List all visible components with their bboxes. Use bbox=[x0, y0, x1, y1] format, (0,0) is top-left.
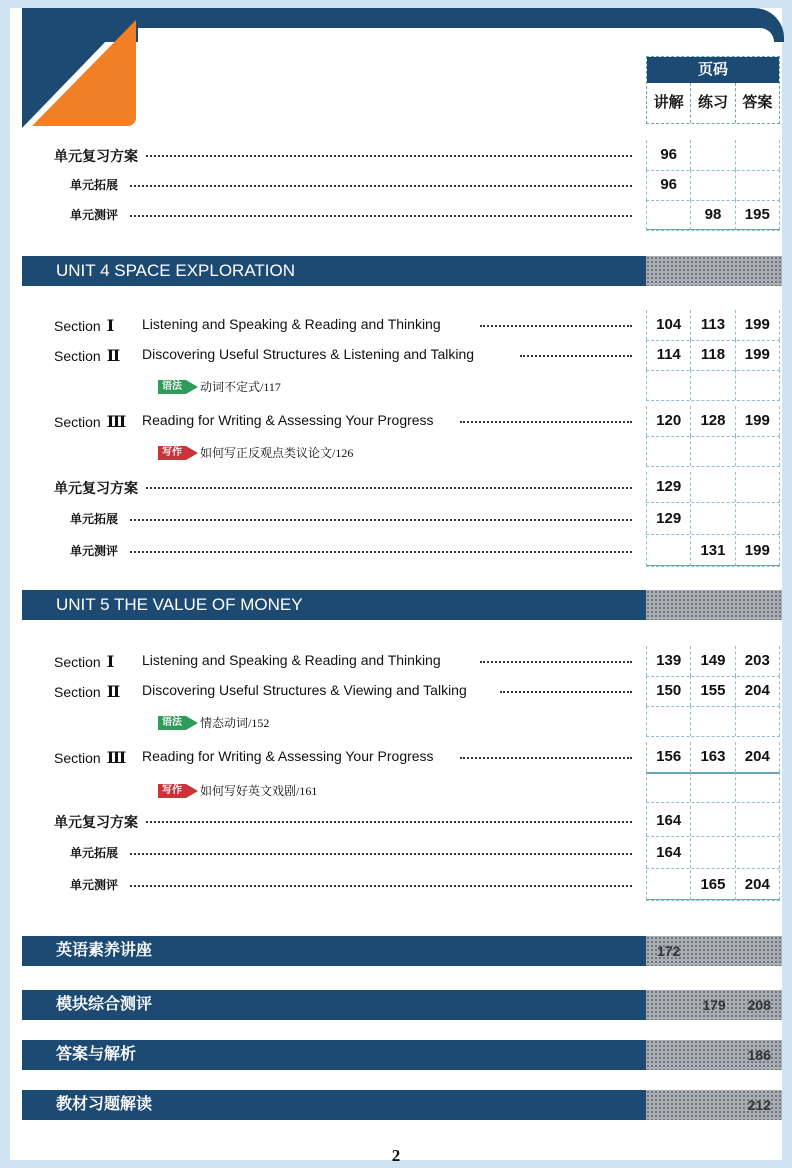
toc-row[interactable] bbox=[10, 504, 782, 534]
page-cell: 199 bbox=[735, 536, 780, 566]
toc-row[interactable] bbox=[10, 536, 782, 566]
toc-bar-textbook[interactable]: 教材习题解读 212 bbox=[22, 1090, 782, 1120]
toc-label: 单元拓展 bbox=[70, 510, 124, 527]
writing-tag: 写作 如何写好英文戏剧/161 bbox=[158, 782, 317, 799]
toc-row[interactable] bbox=[10, 676, 782, 706]
page-cell: 120 bbox=[646, 406, 690, 436]
page-cell: 114 bbox=[646, 340, 690, 370]
section-title: Discovering Useful Structures & Viewing and Talking bbox=[142, 682, 473, 698]
page-cell bbox=[690, 806, 734, 836]
toc-subrow[interactable] bbox=[10, 370, 782, 400]
page-cell: 163 bbox=[690, 742, 734, 772]
toc-row[interactable] bbox=[10, 870, 782, 900]
toc-row[interactable] bbox=[10, 742, 782, 772]
toc-row[interactable] bbox=[10, 170, 782, 200]
toc-row[interactable] bbox=[10, 406, 782, 436]
col-lianxi: 练习 bbox=[690, 83, 734, 123]
unit4-header bbox=[22, 256, 782, 286]
section-label: Section Ⅲ bbox=[54, 412, 132, 432]
toc-label: 单元复习方案 bbox=[54, 812, 144, 832]
page-cell: 128 bbox=[690, 406, 734, 436]
page-cell: 195 bbox=[735, 200, 780, 230]
toc-bar-answers[interactable]: 答案与解析 186 bbox=[22, 1040, 782, 1070]
toc-subrow[interactable] bbox=[10, 436, 782, 466]
section-label: Section Ⅰ bbox=[54, 316, 120, 336]
page-cell: 96 bbox=[646, 140, 690, 170]
page-cell: 204 bbox=[735, 676, 780, 706]
page-cell: 131 bbox=[690, 536, 734, 566]
page-cell bbox=[735, 140, 780, 170]
page-cell: 104 bbox=[646, 310, 690, 340]
toc-bar-lecture[interactable]: 英语素养讲座 172 bbox=[22, 936, 782, 966]
page-cell bbox=[735, 838, 780, 868]
page-cell bbox=[690, 504, 734, 534]
page-cell: 150 bbox=[646, 676, 690, 706]
toc-row[interactable] bbox=[10, 140, 782, 170]
page-cell: 204 bbox=[735, 870, 780, 900]
page-columns-header bbox=[646, 56, 780, 124]
col-jiangjie: 讲解 bbox=[653, 94, 684, 111]
toc-row[interactable] bbox=[10, 472, 782, 502]
toc-label: 单元测评 bbox=[70, 876, 124, 893]
page-cell bbox=[646, 870, 690, 900]
page-cell: 118 bbox=[690, 340, 734, 370]
page-cell bbox=[646, 200, 690, 230]
toc-row[interactable] bbox=[10, 806, 782, 836]
writing-tag: 写作 如何写正反观点类议论文/126 bbox=[158, 444, 353, 461]
section-label: Section Ⅰ bbox=[54, 652, 120, 672]
page-cell bbox=[690, 140, 734, 170]
page-cell bbox=[735, 504, 780, 534]
page-cell: 164 bbox=[646, 838, 690, 868]
page-cell: 113 bbox=[690, 310, 734, 340]
section-title: Reading for Writing & Assessing Your Progress bbox=[142, 412, 440, 428]
unit-title: UNIT 4 SPACE EXPLORATION bbox=[22, 256, 646, 286]
toc-row[interactable] bbox=[10, 200, 782, 230]
page-cell: 199 bbox=[735, 310, 780, 340]
page-cell: 98 bbox=[690, 200, 734, 230]
grammar-tag: 语法 情态动词/152 bbox=[158, 714, 269, 731]
page-cell: 165 bbox=[690, 870, 734, 900]
toc-row[interactable] bbox=[10, 838, 782, 868]
grammar-tag: 语法 动词不定式/117 bbox=[158, 378, 281, 395]
toc-bar-test[interactable]: 模块综合测评 179 208 bbox=[22, 990, 782, 1020]
pages-label: 页码 bbox=[647, 57, 779, 83]
page-cell bbox=[690, 838, 734, 868]
col-daan: 答案 bbox=[735, 83, 779, 123]
section-label: Section Ⅲ bbox=[54, 748, 132, 768]
bar-label: 答案与解析 bbox=[22, 1040, 646, 1070]
page-cell: 199 bbox=[735, 406, 780, 436]
page-cell: 164 bbox=[646, 806, 690, 836]
section-label: Section Ⅱ bbox=[54, 346, 126, 366]
page-cell bbox=[735, 472, 780, 502]
page-cell: 199 bbox=[735, 340, 780, 370]
bar-label: 模块综合测评 bbox=[22, 990, 646, 1020]
page-cell: 96 bbox=[646, 170, 690, 200]
toc-row[interactable] bbox=[10, 310, 782, 340]
section-title: Discovering Useful Structures & Listening and Talking bbox=[142, 346, 480, 362]
page-cell bbox=[646, 536, 690, 566]
toc-label: 单元测评 bbox=[70, 206, 124, 223]
page-cell: 156 bbox=[646, 742, 690, 772]
page-cell: 129 bbox=[646, 472, 690, 502]
section-title: Listening and Speaking & Reading and Thinking bbox=[142, 652, 447, 668]
page-cell bbox=[735, 170, 780, 200]
toc-label: 单元复习方案 bbox=[54, 478, 144, 498]
unit5-header bbox=[22, 590, 782, 620]
page-cell: 155 bbox=[690, 676, 734, 706]
section-label: Section Ⅱ bbox=[54, 682, 126, 702]
toc-label: 单元复习方案 bbox=[54, 146, 144, 166]
bar-label: 教材习题解读 bbox=[22, 1090, 646, 1120]
page-cell bbox=[735, 806, 780, 836]
page-cell: 203 bbox=[735, 646, 780, 676]
page-cell bbox=[690, 472, 734, 502]
section-title: Listening and Speaking & Reading and Thinking bbox=[142, 316, 447, 332]
toc-label: 单元拓展 bbox=[70, 176, 124, 193]
toc-subrow[interactable] bbox=[10, 706, 782, 736]
page-cell bbox=[690, 170, 734, 200]
toc-row[interactable] bbox=[10, 646, 782, 676]
page-cell: 139 bbox=[646, 646, 690, 676]
toc-row[interactable] bbox=[10, 340, 782, 370]
toc-subrow[interactable] bbox=[10, 772, 782, 802]
page bbox=[10, 8, 782, 1165]
unit-title: UNIT 5 THE VALUE OF MONEY bbox=[22, 590, 646, 620]
toc-label: 单元测评 bbox=[70, 542, 124, 559]
section-title: Reading for Writing & Assessing Your Progress bbox=[142, 748, 440, 764]
bar-label: 英语素养讲座 bbox=[22, 936, 646, 966]
top-banner-inner bbox=[138, 28, 774, 42]
page-cell: 149 bbox=[690, 646, 734, 676]
page-cell: 204 bbox=[735, 742, 780, 772]
toc-label: 单元拓展 bbox=[70, 844, 124, 861]
page-cell: 129 bbox=[646, 504, 690, 534]
page-number: 2 bbox=[391, 1146, 401, 1165]
